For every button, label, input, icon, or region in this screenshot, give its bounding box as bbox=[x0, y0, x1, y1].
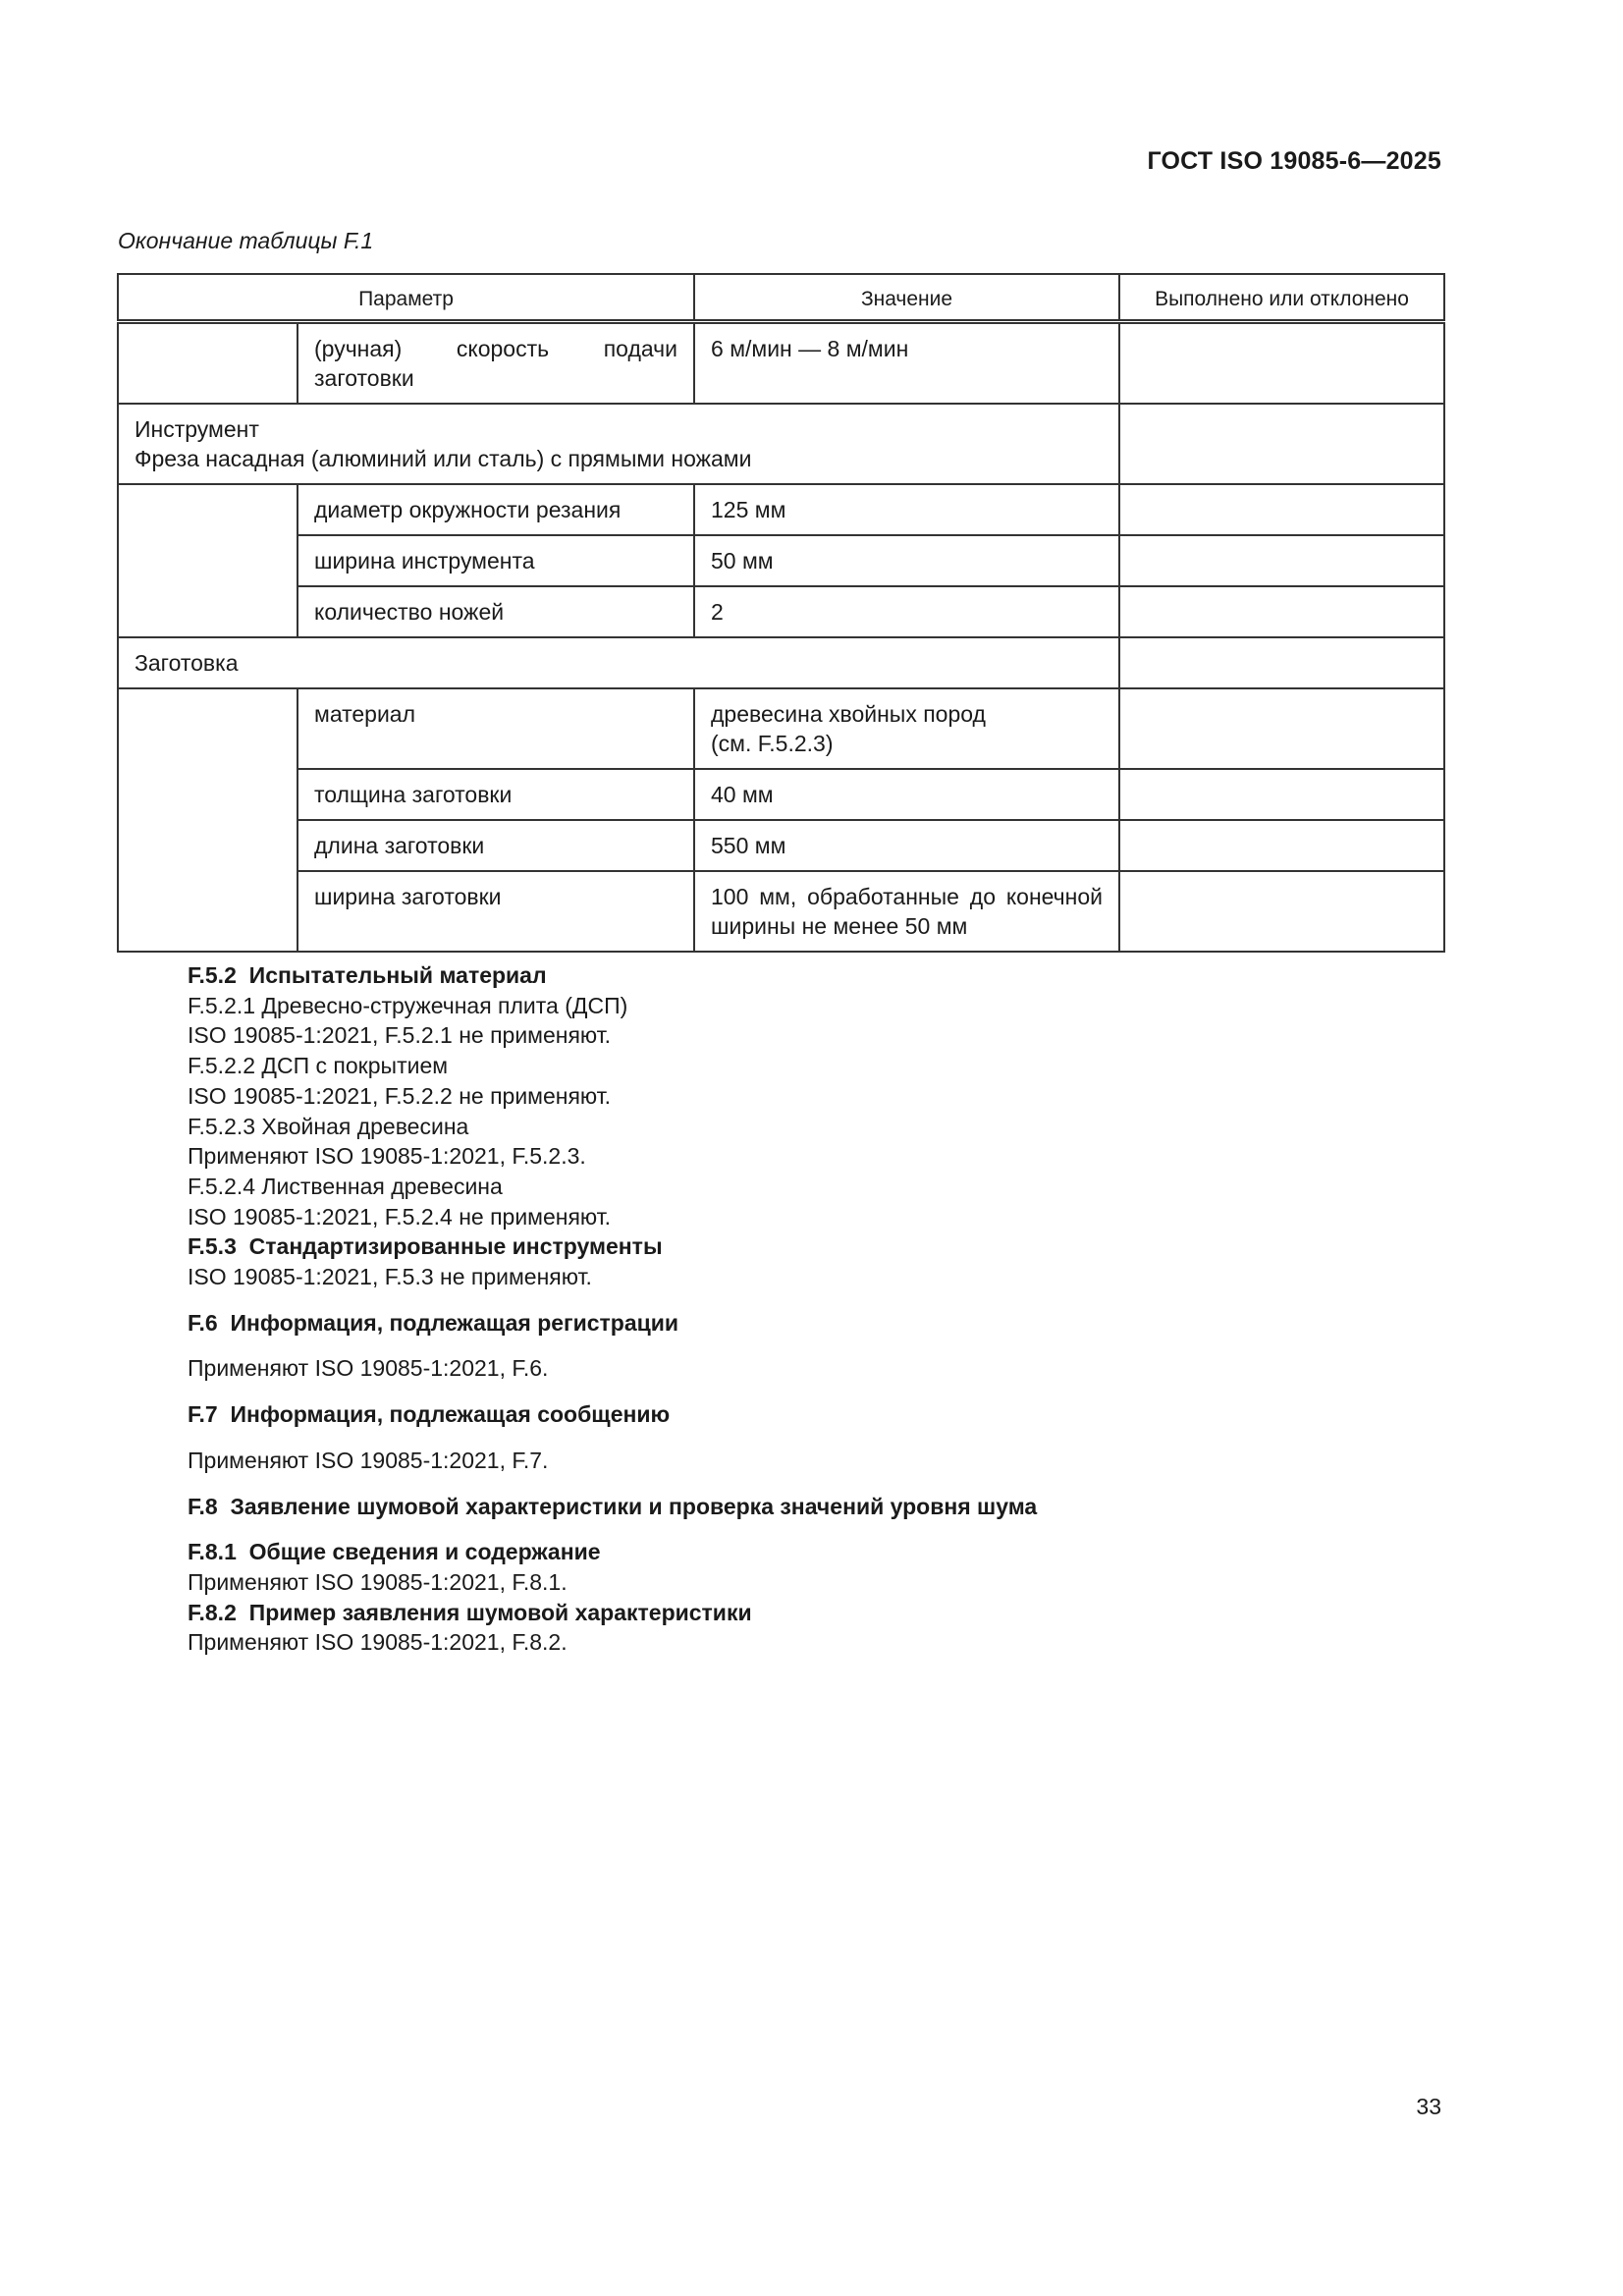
subsection-heading: F.5.2.1 Древесно-стружечная плита (ДСП) bbox=[188, 992, 628, 1018]
param-cell: толщина заготовки bbox=[298, 769, 694, 820]
header-value: Значение bbox=[694, 274, 1119, 322]
status-cell bbox=[1119, 535, 1444, 586]
section-heading: F.5.3 Стандартизированные инструменты bbox=[188, 1233, 663, 1260]
param-cell: материал bbox=[298, 688, 694, 769]
section-heading: F.8.2 Пример заявления шумовой характеристики bbox=[188, 1599, 752, 1625]
status-cell bbox=[1119, 820, 1444, 871]
subsection-heading: F.5.2.3 Хвойная древесина bbox=[188, 1113, 469, 1139]
section-heading: F.6 Информация, подлежащая регистрации bbox=[188, 1309, 679, 1336]
table-row bbox=[118, 535, 1444, 586]
group-subtitle: Фреза насадная (алюминий или сталь) с прямыми ножами bbox=[135, 446, 752, 471]
value-cell: 50 мм bbox=[694, 535, 1119, 586]
page-number: 33 bbox=[1416, 2094, 1441, 2119]
status-cell bbox=[1119, 871, 1444, 952]
param-cell: диаметр окружности резания bbox=[298, 484, 694, 535]
section-text: Применяют ISO 19085-1:2021, F.5.2.3. bbox=[188, 1143, 586, 1170]
table-row bbox=[118, 586, 1444, 637]
param-cell: длина заготовки bbox=[298, 820, 694, 871]
section-heading: F.5.2 Испытательный материал bbox=[188, 962, 547, 988]
subsection-heading: F.5.2.2 ДСП с покрытием bbox=[188, 1053, 449, 1079]
section-text: ISO 19085-1:2021, F.5.2.1 не применяют. bbox=[188, 1022, 612, 1049]
group-cell bbox=[118, 484, 298, 637]
table-header-row bbox=[118, 274, 1444, 322]
status-cell bbox=[1119, 322, 1444, 405]
group-title: Инструмент bbox=[135, 416, 259, 442]
table-row bbox=[118, 820, 1444, 871]
param-cell: ширина инструмента bbox=[298, 535, 694, 586]
value-cell: 2 bbox=[694, 586, 1119, 637]
table-row bbox=[118, 688, 1444, 769]
section-text: Применяют ISO 19085-1:2021, F.6. bbox=[188, 1355, 549, 1382]
group-title-cell: Заготовка bbox=[118, 637, 1119, 688]
param-cell: ширина заготовки bbox=[298, 871, 694, 952]
table-row bbox=[118, 871, 1444, 952]
status-cell bbox=[1119, 688, 1444, 769]
value-cell bbox=[694, 688, 1119, 769]
group-row-tool bbox=[118, 404, 1444, 484]
section-text: Применяют ISO 19085-1:2021, F.8.1. bbox=[188, 1568, 568, 1595]
section-text: ISO 19085-1:2021, F.5.2.2 не применяют. bbox=[188, 1082, 612, 1109]
group-cell bbox=[118, 322, 298, 405]
section-text: Применяют ISO 19085-1:2021, F.7. bbox=[188, 1447, 549, 1473]
section-text: ISO 19085-1:2021, F.5.2.4 не применяют. bbox=[188, 1203, 612, 1230]
section-heading: F.7 Информация, подлежащая сообщению bbox=[188, 1401, 671, 1428]
section-text: Применяют ISO 19085-1:2021, F.8.2. bbox=[188, 1629, 568, 1656]
param-cell: (ручная) скорость подачи заготовки bbox=[298, 322, 694, 405]
group-row-workpiece bbox=[118, 637, 1444, 688]
status-cell bbox=[1119, 769, 1444, 820]
value-cell: 550 мм bbox=[694, 820, 1119, 871]
value-cell: 125 мм bbox=[694, 484, 1119, 535]
value-cell: 40 мм bbox=[694, 769, 1119, 820]
table-row bbox=[118, 484, 1444, 535]
group-cell bbox=[118, 688, 298, 952]
group-title-cell bbox=[118, 404, 1119, 484]
value-cell: 100 мм, обработанные до конечной ширины не менее 50 мм bbox=[694, 871, 1119, 952]
document-id: ГОСТ ISO 19085-6—2025 bbox=[1147, 147, 1441, 175]
status-cell bbox=[1119, 484, 1444, 535]
sections-body bbox=[188, 960, 1037, 1658]
value-line: (см. F.5.2.3) bbox=[711, 731, 834, 756]
table-row bbox=[118, 322, 1444, 405]
table-caption: Окончание таблицы F.1 bbox=[118, 228, 374, 253]
status-cell bbox=[1119, 637, 1444, 688]
table-row bbox=[118, 769, 1444, 820]
status-cell bbox=[1119, 586, 1444, 637]
section-text: ISO 19085-1:2021, F.5.3 не применяют. bbox=[188, 1264, 592, 1290]
section-heading: F.8.1 Общие сведения и содержание bbox=[188, 1539, 601, 1565]
header-parameter: Параметр bbox=[118, 274, 694, 322]
header-status: Выполнено или отклонено bbox=[1119, 274, 1444, 322]
param-cell: количество ножей bbox=[298, 586, 694, 637]
section-heading: F.8 Заявление шумовой характеристики и проверка значений уровня шума bbox=[188, 1493, 1038, 1519]
status-cell bbox=[1119, 404, 1444, 484]
parameters-table bbox=[117, 273, 1445, 953]
value-cell: 6 м/мин — 8 м/мин bbox=[694, 322, 1119, 405]
value-line: древесина хвойных пород bbox=[711, 701, 986, 727]
subsection-heading: F.5.2.4 Лиственная древесина bbox=[188, 1173, 503, 1199]
